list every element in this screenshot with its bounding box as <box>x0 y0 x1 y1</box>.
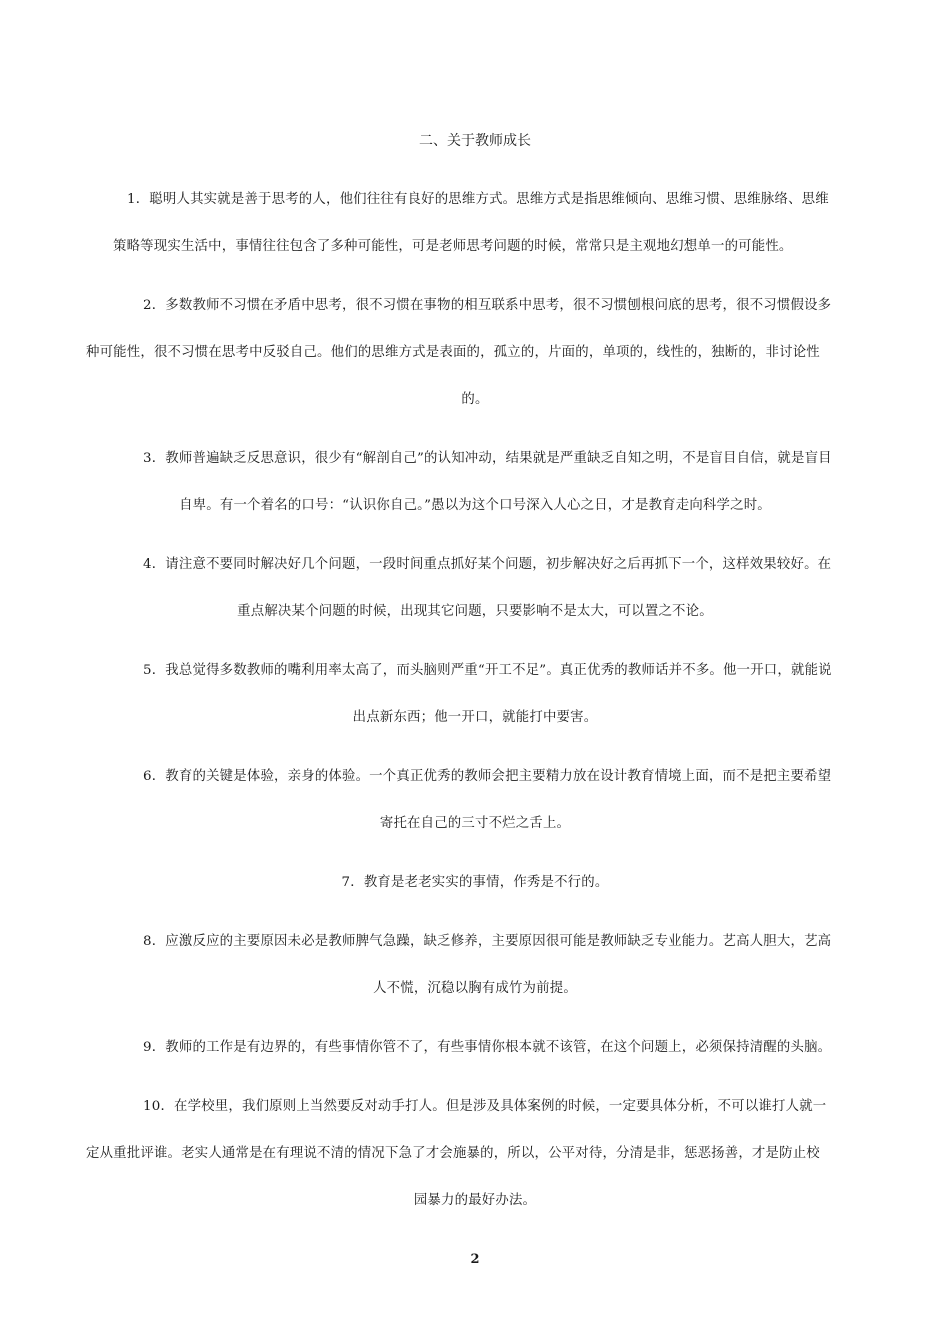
paragraph-10-line-3: 园暴力的最好办法。 <box>413 1193 537 1208</box>
page-number: 2 <box>470 1252 480 1267</box>
paragraph-3-line-1: 3．教师普遍缺乏反思意识，很少有“解剖自己”的认知冲动，结果就是严重缺乏自知之明，不是盲目自信，就是盲目 <box>143 451 832 466</box>
paragraph-1-line-2: 策略等现实生活中，事情往往包含了多种可能性，可是老师思考问题的时候，常常只是主观地幻想单一的可能性。 <box>113 239 793 254</box>
paragraph-2-line-1: 2．多数教师不习惯在矛盾中思考，很不习惯在事物的相互联系中思考，很不习惯刨根问底的思考，很不习惯假设多 <box>143 298 832 313</box>
paragraph-2-line-2: 种可能性，很不习惯在思考中反驳自己。他们的思维方式是表面的，孤立的，片面的，单项的，线性的，独断的，非讨论性 <box>86 345 820 360</box>
paragraph-8-line-2: 人不慌，沉稳以胸有成竹为前提。 <box>373 981 577 996</box>
paragraph-6-line-1: 6．教育的关键是体验，亲身的体验。一个真正优秀的教师会把主要精力放在设计教育情境上面，而不是把主要希望 <box>143 769 832 784</box>
section-heading: 二、关于教师成长 <box>419 133 531 149</box>
paragraph-3-line-2: 自卑。有一个着名的口号：“认识你自己。”愚以为这个口号深入人心之日，才是教育走向科学之时。 <box>179 498 771 513</box>
paragraph-9-line-1: 9．教师的工作是有边界的，有些事情你管不了，有些事情你根本就不该管，在这个问题上，必须保持清醒的头脑。 <box>143 1040 832 1055</box>
paragraph-4-line-2: 重点解决某个问题的时候，出现其它问题，只要影响不是太大，可以置之不论。 <box>237 604 713 619</box>
paragraph-8-line-1: 8．应激反应的主要原因未必是教师脾气急躁，缺乏修养，主要原因很可能是教师缺乏专业能力。艺高人胆大，艺高 <box>143 934 832 949</box>
paragraph-10-line-2: 定从重批评谁。老实人通常是在有理说不清的情况下急了才会施暴的，所以，公平对待，分清是非，惩恶扬善，才是防止校 <box>86 1146 820 1161</box>
paragraph-5-line-2: 出点新东西；他一开口，就能打中要害。 <box>352 710 598 725</box>
paragraph-4-line-1: 4．请注意不要同时解决好几个问题，一段时间重点抓好某个问题，初步解决好之后再抓下一个，这样效果较好。在 <box>143 557 832 572</box>
paragraph-2-line-3: 的。 <box>461 392 489 407</box>
paragraph-5-line-1: 5．我总觉得多数教师的嘴利用率太高了，而头脑则严重“开工不足”。真正优秀的教师话并不多。他一开口，就能说 <box>143 663 832 678</box>
paragraph-7-line-1: 7．教育是老老实实的事情，作秀是不行的。 <box>341 875 609 890</box>
paragraph-1-line-1: 1．聪明人其实就是善于思考的人，他们往往有良好的思维方式。思维方式是指思维倾向、思维习惯、思维脉络、思维 <box>127 192 829 207</box>
paragraph-6-line-2: 寄托在自己的三寸不烂之舌上。 <box>379 816 571 831</box>
paragraph-10-line-1: 10．在学校里，我们原则上当然要反对动手打人。但是涉及具体案例的时候，一定要具体分析，不可以谁打人就一 <box>143 1099 827 1114</box>
